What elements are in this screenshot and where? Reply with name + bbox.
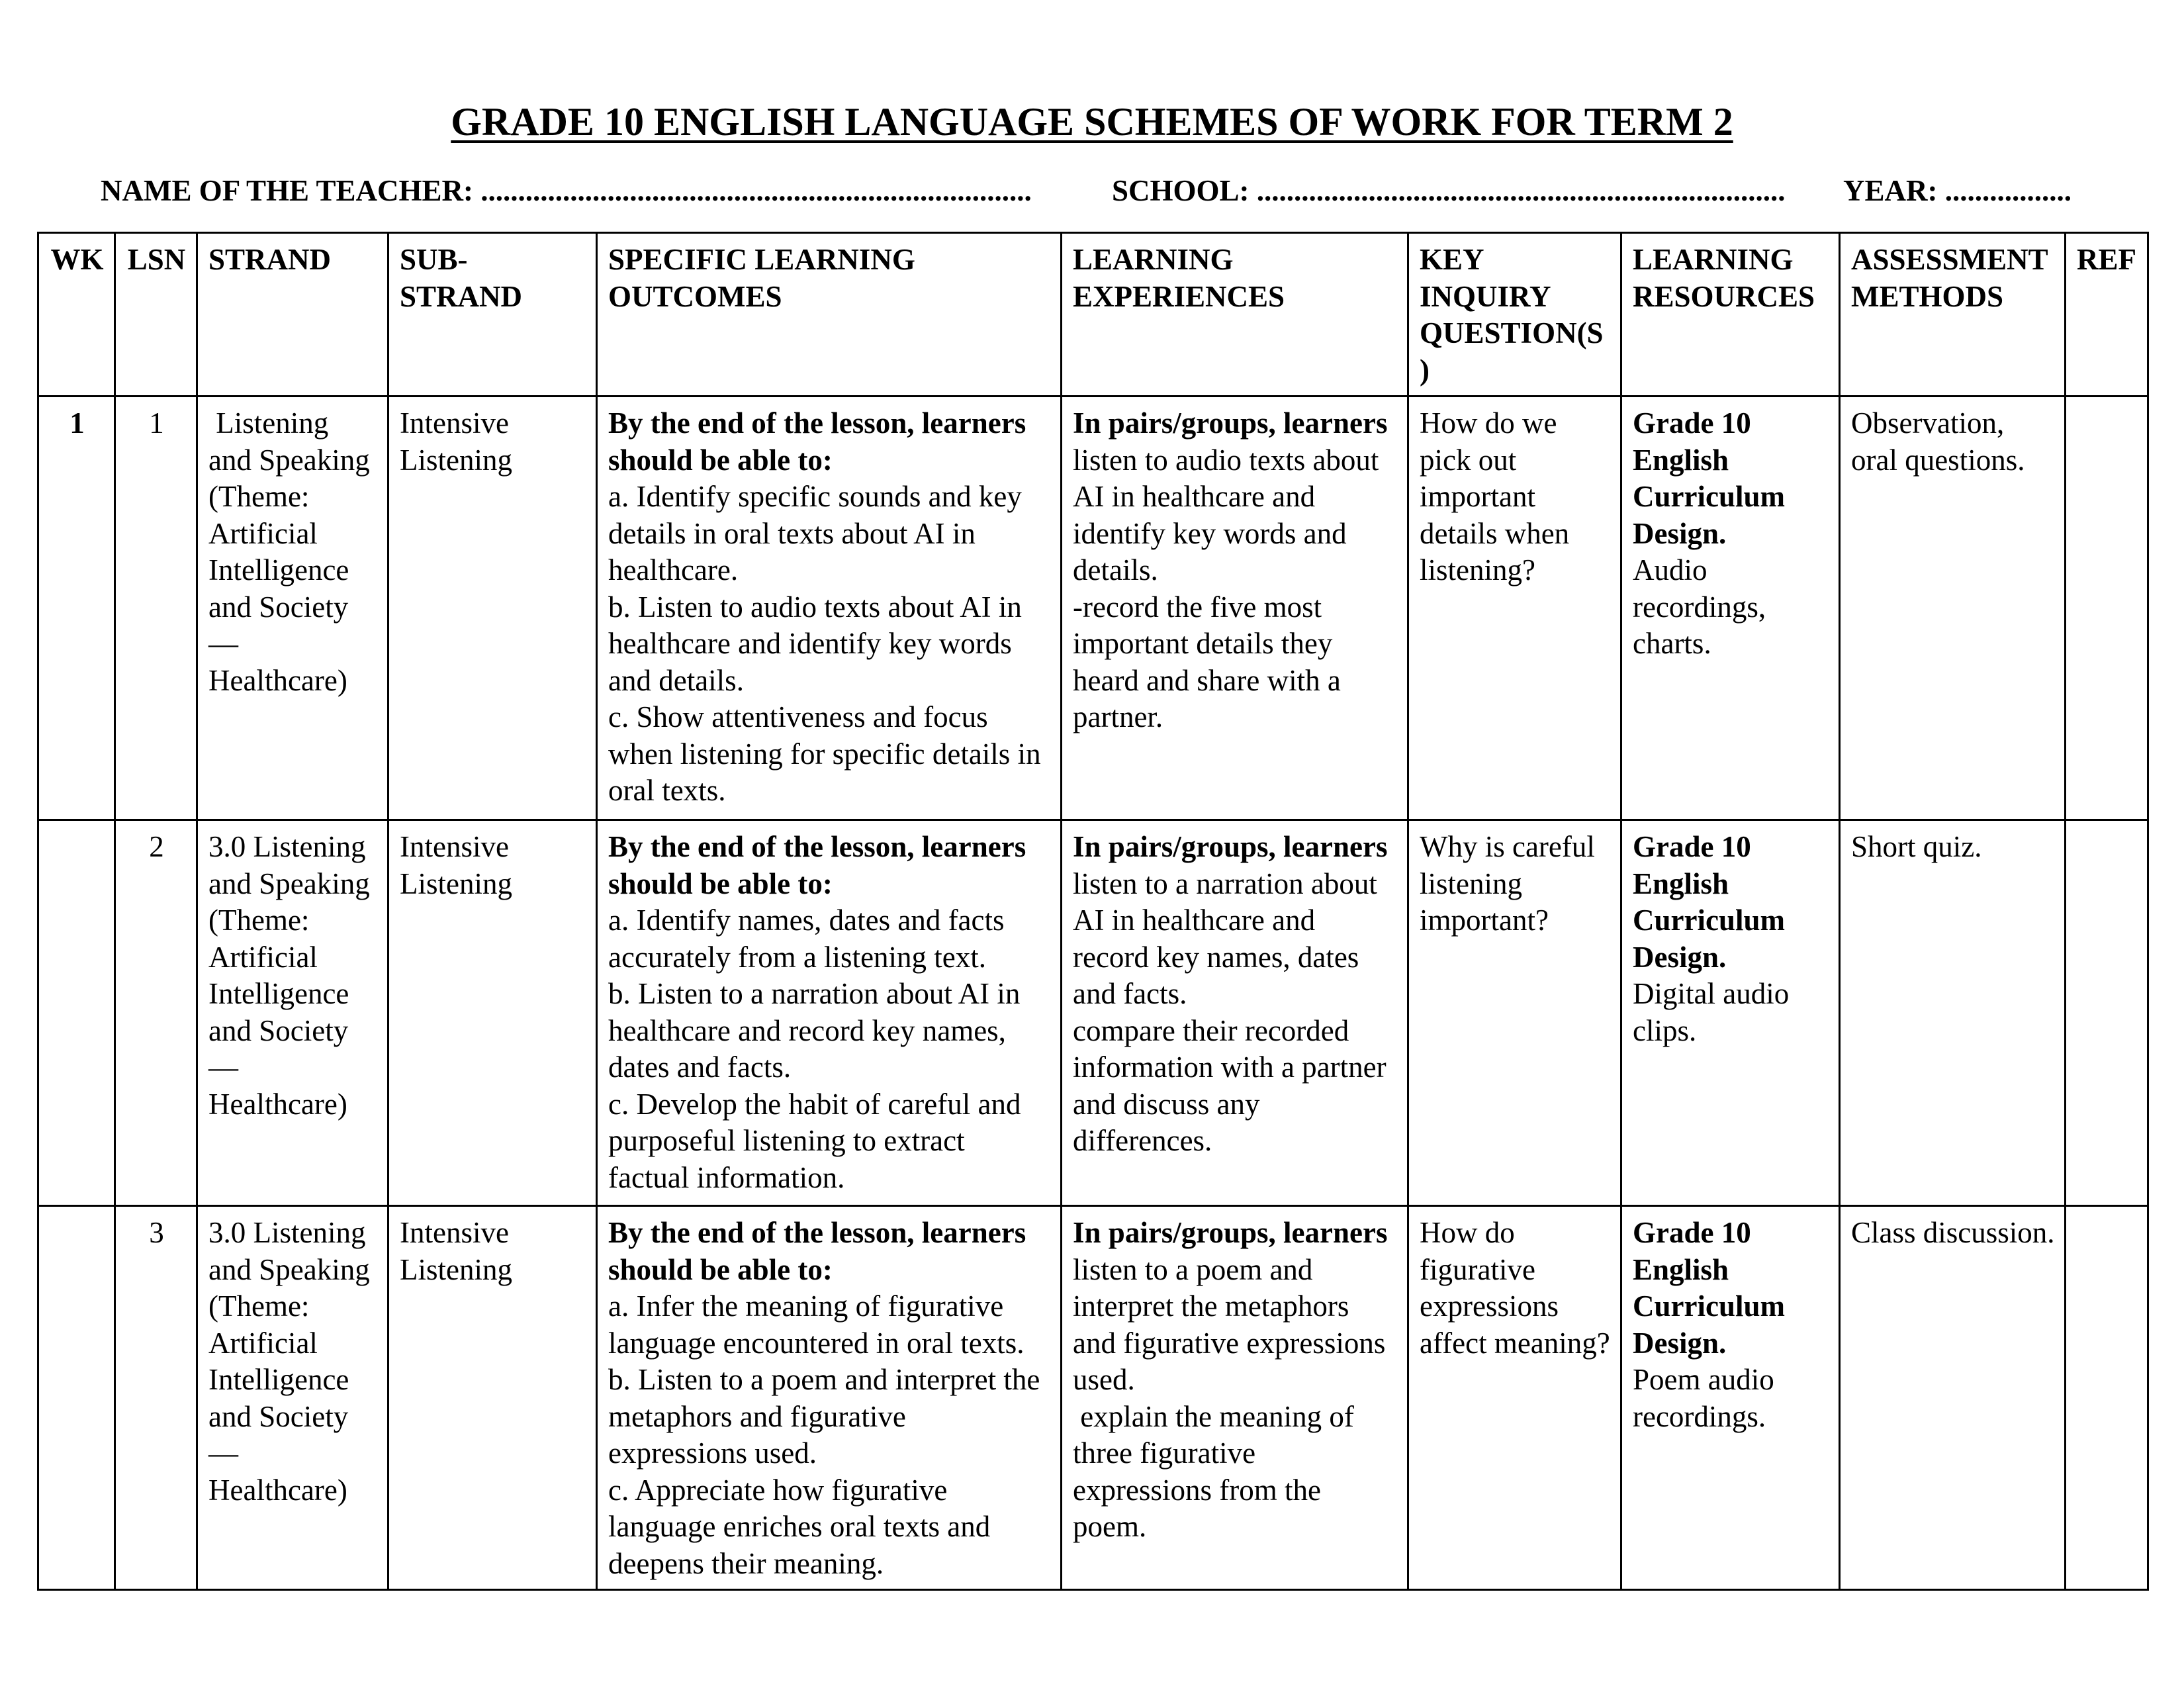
resources-lead: Grade 10 English Curriculum Design. (1633, 406, 1785, 550)
page-title: GRADE 10 ENGLISH LANGUAGE SCHEMES OF WORK FOR TERM 2 (451, 100, 1733, 144)
outcome-b: b. Listen to audio texts about AI in healthcare and identify key words and details. (608, 590, 1022, 697)
experiences-cell (1062, 397, 1408, 820)
header-assessment: ASSESSMENT METHODS (1840, 233, 2066, 397)
assessment-cell: Observation, oral questions. (1840, 397, 2066, 820)
experience-item: listen to a narration about AI in healthcare and record key names, dates and facts. (1073, 867, 1377, 1010)
outcome-a: a. Infer the meaning of figurative language encountered in oral texts. (608, 1289, 1024, 1360)
experience-item: listen to audio texts about AI in healthcare and identify key words and details. (1073, 443, 1379, 586)
header-ref: REF (2066, 233, 2148, 397)
assessment-cell: Class discussion. (1840, 1206, 2066, 1590)
outcome-c: c. Develop the habit of careful and purposeful listening to extract factual information. (608, 1087, 1021, 1194)
strand-cell: 3.0 Listening and Speaking (Theme: Artificial Intelligence and Society — Healthcare) (197, 820, 388, 1206)
schemes-table (37, 232, 2149, 1591)
outcome-c: c. Appreciate how figurative language enriches oral texts and deepens their meaning. (608, 1473, 991, 1580)
strand-cell: 3.0 Listening and Speaking (Theme: Artificial Intelligence and Society — Healthcare) (197, 1206, 388, 1590)
ref-cell (2066, 397, 2148, 820)
strand-cell: Listening and Speaking (Theme: Artificial Intelligence and Society — Healthcare) (197, 397, 388, 820)
lesson-cell: 1 (115, 397, 197, 820)
table-header-row (38, 233, 2148, 397)
header-sub-strand: SUB-STRAND (388, 233, 597, 397)
teacher-name-field: NAME OF THE TEACHER: .......................................................................... (101, 174, 1032, 207)
outcomes-lead: By the end of the lesson, learners should be able to: (608, 1216, 1026, 1286)
table-row (38, 397, 2148, 820)
inquiry-cell: How do figurative expressions affect meaning? (1408, 1206, 1621, 1590)
school-field: SCHOOL: ....................................................................... (1112, 174, 1786, 207)
outcomes-lead: By the end of the lesson, learners should be able to: (608, 406, 1026, 477)
resources-items: Digital audio clips. (1633, 977, 1790, 1047)
resources-cell (1621, 1206, 1840, 1590)
experience-item: -record the five most important details they heard and share with a partner. (1073, 590, 1341, 733)
week-cell (38, 1206, 115, 1590)
ref-cell (2066, 1206, 2148, 1590)
outcomes-cell (597, 820, 1062, 1206)
header-wk: WK (38, 233, 115, 397)
experiences-lead: In pairs/groups, learners (1073, 1216, 1388, 1249)
week-cell: 1 (38, 397, 115, 820)
experience-item: explain the meaning of three figurative expressions from the poem. (1073, 1399, 1362, 1543)
outcome-b: b. Listen to a poem and interpret the metaphors and figurative expressions used. (608, 1363, 1040, 1470)
year-field: YEAR: ................. (1843, 174, 2071, 207)
resources-lead: Grade 10 English Curriculum Design. (1633, 830, 1785, 974)
outcomes-cell (597, 1206, 1062, 1590)
header-lsn: LSN (115, 233, 197, 397)
inquiry-cell: How do we pick out important details when listening? (1408, 397, 1621, 820)
outcomes-lead: By the end of the lesson, learners should be able to: (608, 830, 1026, 900)
header-experiences: LEARNING EXPERIENCES (1062, 233, 1408, 397)
week-cell (38, 820, 115, 1206)
experiences-lead: In pairs/groups, learners (1073, 830, 1388, 863)
header-resources: LEARNING RESOURCES (1621, 233, 1840, 397)
ref-cell (2066, 820, 2148, 1206)
header-outcomes: SPECIFIC LEARNING OUTCOMES (597, 233, 1062, 397)
resources-cell (1621, 820, 1840, 1206)
resources-items: Audio recordings, charts. (1633, 553, 1766, 660)
sub-strand-cell: Intensive Listening (388, 1206, 597, 1590)
outcome-a: a. Identify specific sounds and key details in oral texts about AI in healthcare. (608, 480, 1022, 586)
lesson-cell: 3 (115, 1206, 197, 1590)
assessment-cell: Short quiz. (1840, 820, 2066, 1206)
outcome-c: c. Show attentiveness and focus when listening for specific details in oral texts. (608, 700, 1041, 807)
experiences-cell (1062, 1206, 1408, 1590)
sub-strand-cell: Intensive Listening (388, 397, 597, 820)
experience-item: compare their recorded information with a partner and discuss any differences. (1073, 1013, 1387, 1157)
header-inquiry: KEY INQUIRY QUESTION(S) (1408, 233, 1621, 397)
outcomes-cell (597, 397, 1062, 820)
table-row (38, 1206, 2148, 1590)
header-strand: STRAND (197, 233, 388, 397)
resources-items: Poem audio recordings. (1633, 1363, 1774, 1433)
experiences-cell (1062, 820, 1408, 1206)
sub-strand-cell: Intensive Listening (388, 820, 597, 1206)
inquiry-cell: Why is careful listening important? (1408, 820, 1621, 1206)
resources-lead: Grade 10 English Curriculum Design. (1633, 1216, 1785, 1360)
table-row (38, 820, 2148, 1206)
experiences-lead: In pairs/groups, learners (1073, 406, 1388, 440)
outcome-b: b. Listen to a narration about AI in healthcare and record key names, dates and facts. (608, 977, 1021, 1084)
outcome-a: a. Identify names, dates and facts accurately from a listening text. (608, 904, 1005, 974)
lesson-cell: 2 (115, 820, 197, 1206)
experience-item: listen to a poem and interpret the metaphors and figurative expressions used. (1073, 1252, 1386, 1396)
resources-cell (1621, 397, 1840, 820)
